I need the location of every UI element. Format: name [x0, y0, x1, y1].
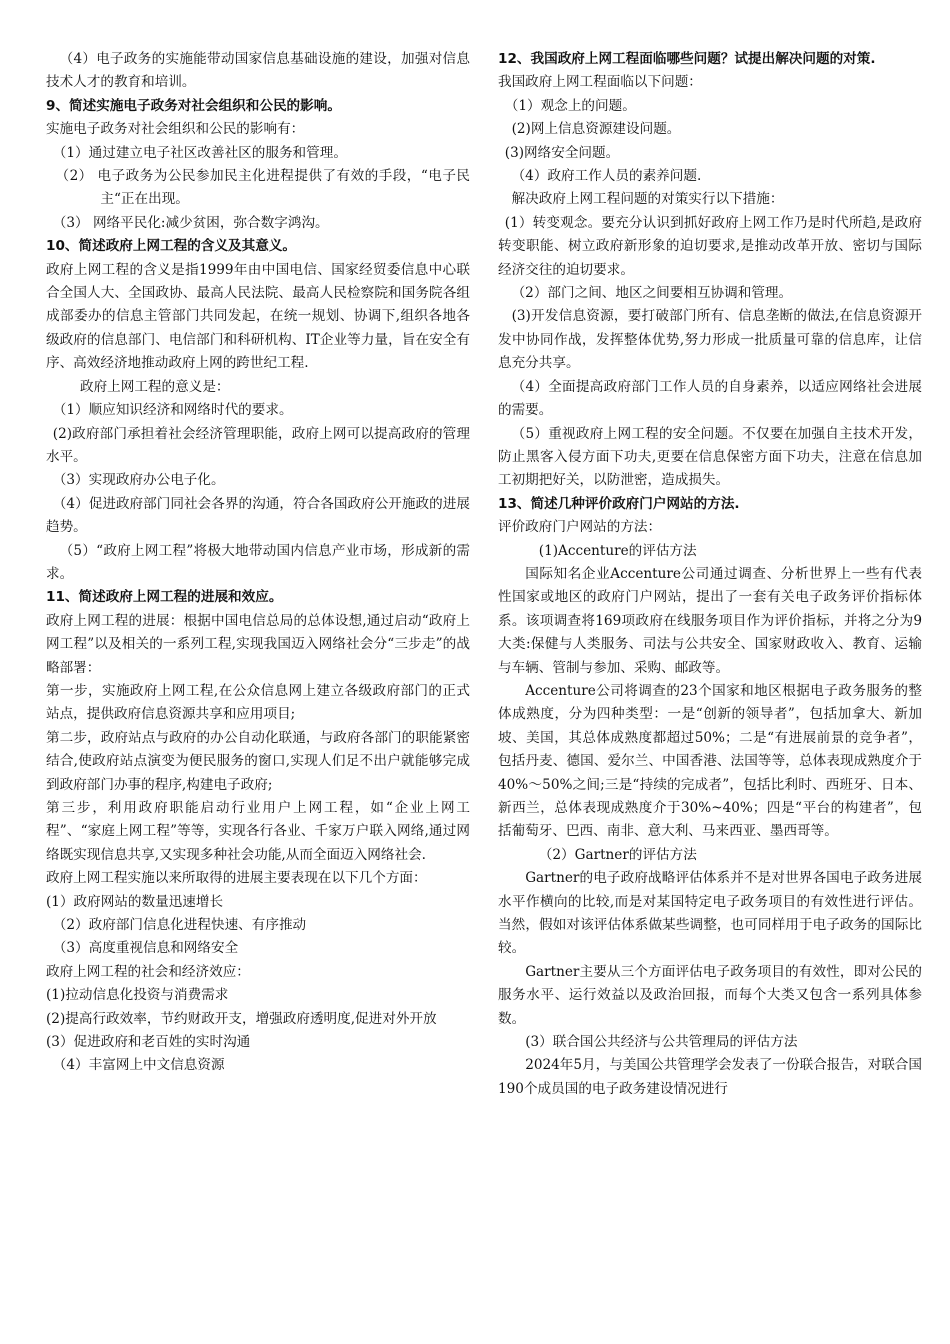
- right-heading: 12、我国政府上网工程面临哪些问题？试提出解决问题的对策.: [498, 51, 876, 67]
- left-paragraph: （2） 电子政务为公民参加民主化进程提供了有效的手段，“电子民主“正在出现。: [55, 168, 470, 208]
- left-paragraph: （3）实现政府办公电子化。: [52, 472, 225, 489]
- left-paragraph: 第二步，政府站点与政府的办公自动化联通，与政府各部门的职能紧密结合,使政府站点演变为便民服务的窗口,实现人们足不出户就能够完成到政府部门办事的程序,构建电子政府;: [46, 729, 470, 793]
- right-paragraph: （4）政府工作人员的素养问题.: [511, 168, 702, 185]
- right-paragraph: Gartner主要从三个方面评估电子政务项目的有效性，即对公民的服务水平、运行效益以及政治回报，而每个大类又包含一系列具体参数。: [498, 963, 922, 1027]
- right-paragraph: (2)网上信息资源建设问题。: [511, 121, 681, 138]
- right-paragraph: 国际知名企业Accenture公司通过调查、分析世界上一些有代表性国家或地区的政府门户网站，提出了一套有关电子政务评价指标体系。该项调查将169项政府在线服务项目作为评价指标，并将之分为9大类:保健与人类服务、司法与公共安全、国家财政收入、教育、运输与车辆、管制与参加、采购、邮政等。: [498, 565, 922, 676]
- right-paragraph: Accenture公司将调查的23个国家和地区根据电子政务服务的整体成熟度，分为四种类型：一是“创新的领导者”，包括加拿大、新加坡、美国，其总体成熟度都超过50%；二是“有进展前景的竞争者”，包括丹麦、德国、爱尔兰、中国香港、法国等等，总体表现成熟度介于40%～50%之间;三是“持续的完成者”，包括比利时、西班牙、日本、新西兰，总体表现成熟度介于30%~40%；四是“平台的构建者”，包括葡萄牙、巴西、南非、意大利、马来西亚、墨西哥等。: [498, 682, 922, 840]
- left-paragraph: 政府上网工程的进展：根据中国电信总局的总体设想,通过启动“政府上网工程”以及相关的一系列工程,实现我国迈入网络社会分“三步走”的战略部署：: [46, 612, 470, 676]
- left-paragraph: (2)政府部门承担着社会经济管理职能，政府上网可以提高政府的管理水平。: [46, 425, 470, 465]
- left-paragraph: 政府上网工程的含义是指1999年由中国电信、国家经贸委信息中心联合全国人大、全国政协、最高人民法院、最高人民检察院和国务院各组成部委办的信息主管部门共同发起，在统一规划、协调下,组织各地各级政府的信息部门、电信部门和科研机构、IT企业等力量，旨在安全有序、高效经济地推动政府上网的跨世纪工程.: [46, 261, 470, 372]
- left-paragraph: （5）“政府上网工程”将极大地带动国内信息产业市场，形成新的需求。: [46, 542, 470, 582]
- right-paragraph: 2024年5月，与美国公共管理学会发表了一份联合报告，对联合国190个成员国的电子政务建设情况进行: [498, 1057, 922, 1097]
- right-paragraph: （4）全面提高政府部门工作人员的自身素养，以适应网络社会进展的需要。: [498, 378, 922, 419]
- right-paragraph: （2）部门之间、地区之间要相互协调和管理。: [511, 285, 793, 302]
- left-paragraph: （2）政府部门信息化进程快速、有序推动: [52, 917, 307, 934]
- left-heading: 11、简述政府上网工程的进展和效应。: [46, 589, 283, 606]
- left-paragraph: （3） 网络平民化:减少贫困，弥合数字鸿沟。: [52, 214, 329, 231]
- right-paragraph: (1)Accenture的评估方法: [538, 542, 697, 559]
- left-paragraph: (1）政府网站的数量迅速增长: [46, 893, 224, 910]
- left-paragraph: （4）丰富网上中文信息资源: [52, 1057, 225, 1074]
- left-paragraph: 第三步，利用政府职能启动行业用户上网工程，如“企业上网工程”、“家庭上网工程”等等，实现各行各业、千家万户联入网络,通过网络既实现信息共享,又实现多种社会功能,从而全面迈入网络社会.: [46, 800, 470, 863]
- left-paragraph: 政府上网工程的社会和经济效应：: [46, 963, 250, 980]
- left-heading: 10、简述政府上网工程的含义及其意义。: [46, 238, 297, 255]
- right-paragraph: （5）重视政府上网工程的安全问题。不仅要在加强自主技术开发，防止黑客入侵方面下功夫,更要在信息保密方面下功夫，注意在信息加工初期把好关，以防泄密，造成损失。: [498, 425, 922, 489]
- left-paragraph: （4）电子政务的实施能带动国家信息基础设施的建设，加强对信息技术人才的教育和培训。: [46, 51, 470, 91]
- right-paragraph: Gartner的电子政府战略评估体系并不是对世界各国电子政务进展水平作横向的比较,而是对某国特定电子政务项目的有效性进行评估。当然，假如对该评估体系做某些调整，也可同样用于电子政务的国际比较。: [498, 870, 922, 957]
- right-paragraph: 我国政府上网工程面临以下问题：: [498, 74, 702, 91]
- right-paragraph: (3）联合国公共经济与公共管理局的评估方法: [525, 1034, 798, 1051]
- left-paragraph: (2)提高行政效率，节约财政开支，增强政府透明度,促进对外开放: [46, 1010, 437, 1027]
- left-paragraph: 政府上网工程实施以来所取得的进展主要表现在以下几个方面：: [46, 870, 427, 887]
- left-paragraph: （1）通过建立电子社区改善社区的服务和管理。: [52, 144, 347, 161]
- left-paragraph: 政府上网工程的意义是：: [80, 378, 230, 395]
- right-paragraph: (3)网络安全问题。: [504, 144, 620, 161]
- right-paragraph: (3)开发信息资源，要打破部门所有、信息垄断的做法,在信息资源开发中协同作战，发挥整体优势,努力形成一批质量可靠的信息库，让信息充分共享。: [498, 308, 922, 372]
- left-paragraph: （1）顺应知识经济和网络时代的要求。: [52, 402, 293, 419]
- right-paragraph: （2）Gartner的评估方法: [538, 846, 697, 863]
- right-paragraph: （1）观念上的问题。: [504, 97, 636, 114]
- right-column: [498, 48, 922, 1344]
- left-paragraph: 第一步，实施政府上网工程,在公众信息网上建立各级政府部门的正式站点，提供政府信息资源共享和应用项目;: [46, 682, 470, 723]
- left-paragraph: （4）促进政府部门同社会各界的沟通，符合各国政府公开施政的进展趋势。: [46, 495, 470, 536]
- right-paragraph: 解决政府上网工程问题的对策实行以下措施：: [511, 191, 784, 208]
- right-paragraph: 评价政府门户网站的方法：: [498, 519, 662, 536]
- left-paragraph: (1)拉动信息化投资与消费需求: [46, 987, 229, 1004]
- left-paragraph: （3）高度重视信息和网络安全: [52, 940, 239, 957]
- left-paragraph: (3）促进政府和老百姓的实时沟通: [46, 1034, 251, 1051]
- left-paragraph: 实施电子政务对社会组织和公民的影响有：: [46, 121, 305, 138]
- left-column: [46, 48, 470, 1344]
- right-heading: 13、简述几种评价政府门户网站的方法.: [498, 495, 740, 512]
- right-paragraph: (1）转变观念。要充分认识到抓好政府上网工作乃是时代所趋,是政府转变职能、树立政府新形象的迫切要求,是推动改革开放、密切与国际经济交往的迫切要求。: [498, 214, 922, 278]
- left-heading: 9、简述实施电子政务对社会组织和公民的影响。: [46, 97, 341, 114]
